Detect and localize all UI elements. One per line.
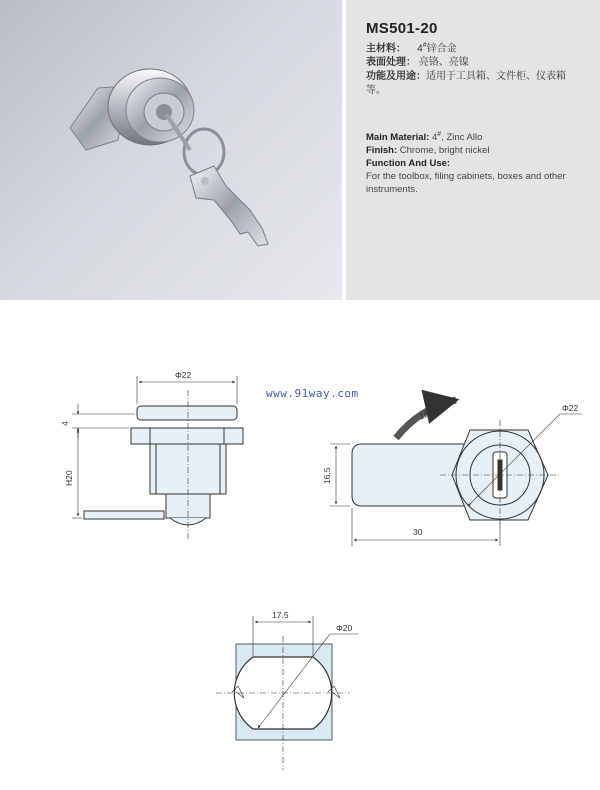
en-finish: Finish: Chrome, bright nickel	[366, 145, 490, 157]
cutout-diameter-label: Φ20	[336, 623, 353, 633]
en-function-value: For the toolbox, filing cabinets, boxes and other instruments.	[366, 171, 566, 196]
side-head-label: 4	[60, 421, 70, 426]
en-specs	[366, 128, 584, 196]
front-diameter-label: Φ22	[562, 403, 579, 413]
cutout-width-label: 17.5	[272, 610, 289, 620]
product-photo	[0, 0, 342, 300]
side-diameter-label: Φ22	[175, 370, 192, 380]
cn-function: 功能及用途：适用于工具箱、文件柜、仪表箱等。	[366, 71, 566, 97]
cn-finish: 表面处理： 亮铬、亮镍	[366, 57, 469, 69]
side-view	[84, 406, 243, 525]
rotation-label: 180°	[417, 405, 438, 422]
front-cam-height-label: 16.5	[322, 467, 332, 484]
spec-panel	[346, 0, 600, 300]
panel-cutout	[232, 644, 340, 740]
side-height-label: H20	[64, 470, 74, 486]
watermark-url: www.91way.com	[266, 387, 359, 400]
cn-material: 主材料： 4#锌合金	[366, 42, 457, 55]
en-function-label: Function And Use:	[366, 158, 451, 170]
en-material: Main Material: 4#, Zinc Allo	[366, 131, 483, 144]
model-number: MS501-20	[366, 20, 438, 37]
front-length-label: 30	[413, 527, 423, 537]
technical-drawing	[0, 300, 600, 790]
